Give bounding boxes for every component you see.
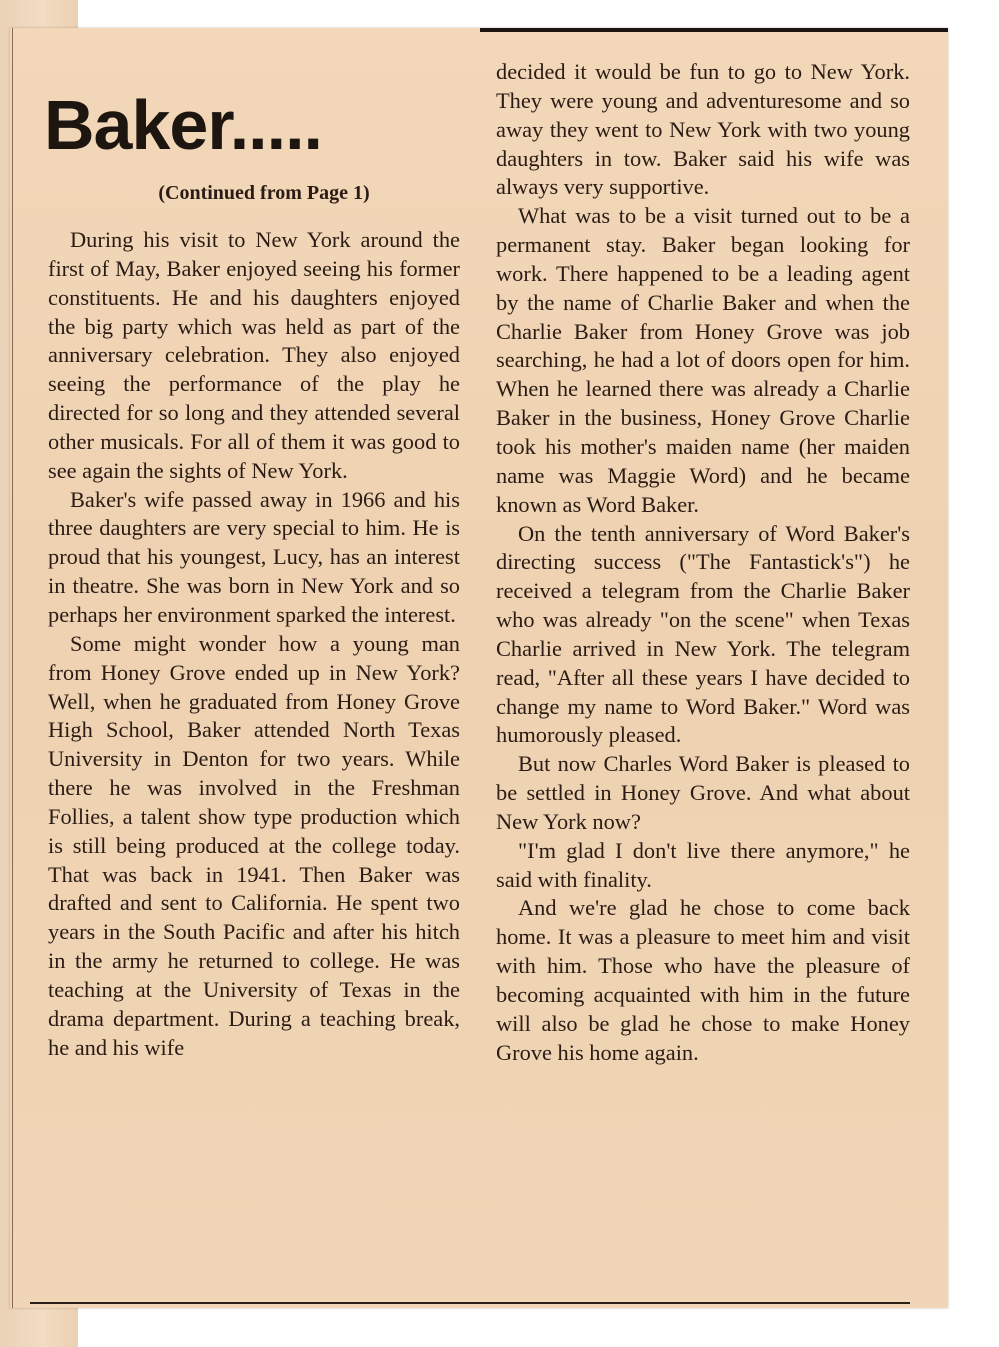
left-column [44, 58, 460, 1062]
paragraph: But now Charles Word Baker is pleased to be settled in Honey Grove. And what about New York now? [496, 751, 910, 834]
newspaper-clipping [10, 28, 948, 1308]
right-column [496, 58, 910, 1068]
paragraph: decided it would be fun to go to New York. They were young and adventuresome and so away they went to New York with two young daughters in tow. Baker said his wife was always very supportive. [496, 59, 910, 200]
paragraph: Some might wonder how a young man from Honey Grove ended up in New York? Well, when he graduated from Honey Grove High School, Baker attended North Texas University in Denton for two years. While there he was involved in the Freshman Follies, a talent show type production which is still being produced at the college today. That was back in 1941. Then Baker was drafted and sent to California. He spent two years in the South Pacific and after his hitch in the army he returned to college. He was teaching at the University of Texas in the drama department. During a teaching break, he and his wife [48, 630, 460, 1060]
bottom-rule [30, 1302, 910, 1304]
paragraph: And we're glad he chose to come back home. It was a pleasure to meet him and visit with him. Those who have the pleasure of becoming acquainted with him in the future will also be glad he chose to make Honey Grove his home again. [496, 895, 910, 1065]
headline: Baker..... [44, 86, 322, 164]
top-rule [480, 28, 948, 32]
continued-note: (Continued from Page 1) [158, 182, 370, 204]
paragraph: On the tenth anniversary of Word Baker's directing success ("The Fantastick's") he received a telegram from the Charlie Baker who was already "on the scene" when Texas Charlie arrived in New York. The telegram read, "After all these years I have decided to change my name to Word Baker." Word was humorously pleased. [496, 520, 910, 748]
left-rule [12, 28, 13, 1308]
paragraph: During his visit to New York around the first of May, Baker enjoyed seeing his former constituents. He and his daughters enjoyed the big party which was held as part of the anniversary celebration. They also enjoyed seeing the performance of the play he directed for so long and they attended several other musicals. For all of them it was good to see again the sights of New York. [48, 227, 460, 483]
paragraph: "I'm glad I don't live there anymore," he said with finality. [496, 837, 910, 892]
paragraph: Baker's wife passed away in 1966 and his three daughters are very special to him. He is proud that his youngest, Lucy, has an interest in theatre. She was born in New York and so perhaps her environment sparked the interest. [48, 486, 460, 627]
paragraph: What was to be a visit turned out to be a permanent stay. Baker began looking for work. There happened to be a leading agent by the name of Charlie Baker and when the Charlie Baker from Honey Grove was job searching, he had a lot of doors open for him. When he learned there was already a Charlie Baker in the business, Honey Grove Charlie took his mother's maiden name (her maiden name was Maggie Word) and he became known as Word Baker. [496, 203, 910, 517]
